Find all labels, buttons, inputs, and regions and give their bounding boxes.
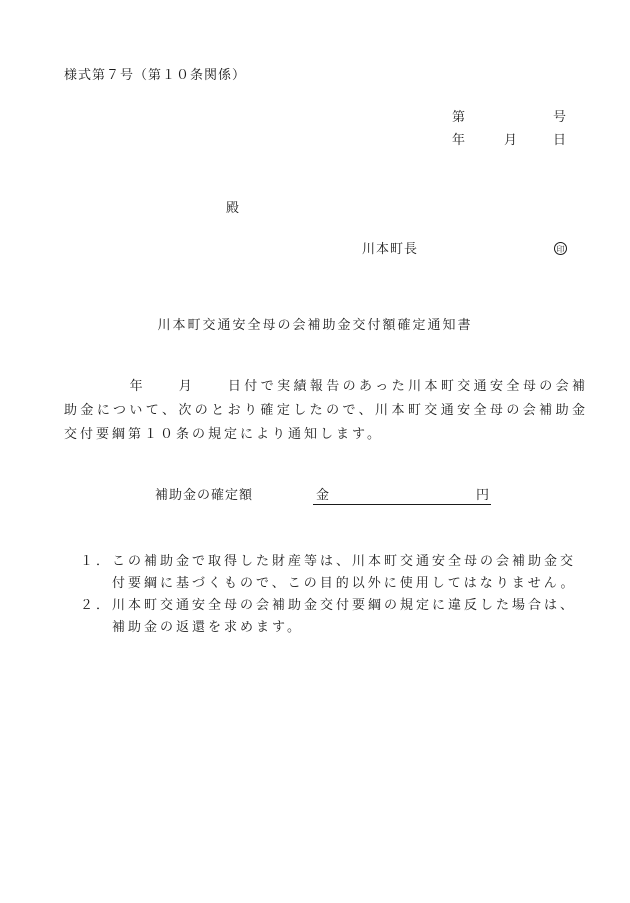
sender-name: 川本町長 <box>362 242 419 257</box>
list-item-number: ２． <box>80 598 113 613</box>
date-day: 日 <box>553 133 568 148</box>
list-item-number: １． <box>80 554 113 569</box>
list-item-text: この補助金で取得した財産等は、川本町交通安全母の会補助金交付要綱に基づくもので、この目的以外に使用してはなりません。 <box>112 554 577 591</box>
date-month: 月 <box>504 133 519 148</box>
doc-number-suffix: 号 <box>553 110 568 125</box>
form-number: 様式第７号（第１０条関係） <box>64 68 247 83</box>
seal-icon: 印 <box>554 242 567 255</box>
document-title: 川本町交通安全母の会補助金交付額確定通知書 <box>157 318 473 333</box>
notes-list <box>80 551 590 639</box>
amount-suffix: 円 <box>476 488 491 503</box>
amount-label: 補助金の確定額 <box>155 488 254 503</box>
amount-underline <box>313 504 491 505</box>
list-item <box>80 551 590 595</box>
date-year: 年 <box>452 133 467 148</box>
recipient-suffix: 殿 <box>226 201 241 216</box>
amount-prefix: 金 <box>316 488 331 503</box>
list-item <box>80 595 590 639</box>
doc-number-prefix: 第 <box>452 110 467 125</box>
body-paragraph: 年 月 日付で実績報告のあった川本町交通安全母の会補助金について、次のとおり確定したので、川本町交通安全母の会補助金交付要綱第１０条の規定により通知します。 <box>64 379 588 442</box>
list-item-text: 川本町交通安全母の会補助金交付要綱の規定に違反した場合は、補助金の返還を求めます。 <box>112 598 577 635</box>
